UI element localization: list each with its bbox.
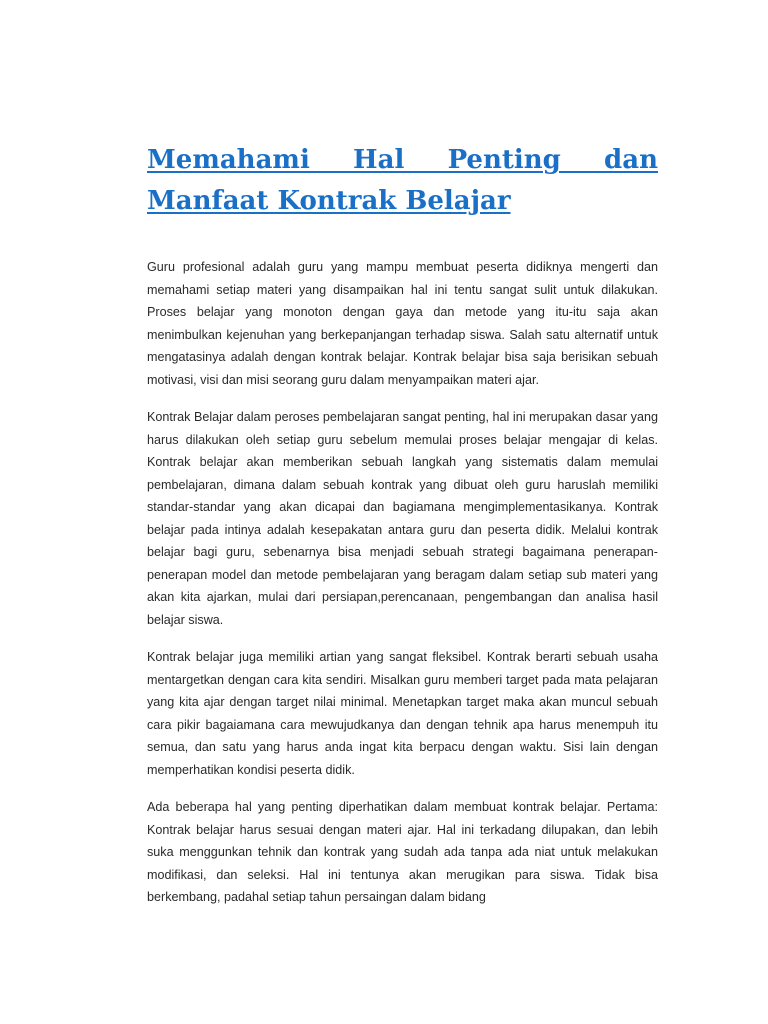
paragraph-3: Kontrak belajar juga memiliki artian yang sangat fleksibel. Kontrak berarti sebuah usaha mentargetkan dengan cara kita sendiri. Misalkan guru memberi target pada mata pelajaran yang kita ajar dengan target nilai minimal. Menetapkan target maka akan muncul sebuah cara pikir bagaiamana cara mewujudkanya dan dengan tehnik apa harus menempuh itu semua, dan satu yang harus anda ingat kita berpacu dengan waktu. Sisi lain dengan memperhatikan kondisi peserta didik.: [147, 650, 658, 777]
document-content: [147, 140, 658, 924]
document-body: [147, 256, 658, 909]
paragraph-1: Guru profesional adalah guru yang mampu membuat peserta didiknya mengerti dan memahami setiap materi yang disampaikan hal ini tentu sangat sulit untuk dilakukan. Proses belajar yang monoton dengan gaya dan metode yang itu-itu saja akan menimbulkan kejenuhan yang berkepanjangan terhadap siswa. Salah satu alternatif untuk mengatasinya adalah dengan kontrak belajar. Kontrak belajar bisa saja berisikan sebuah motivasi, visi dan misi seorang guru dalam menyampaikan materi ajar.: [147, 260, 658, 387]
paragraph-4: Ada beberapa hal yang penting diperhatikan dalam membuat kontrak belajar. Pertama: Kontrak belajar harus sesuai dengan materi ajar. Hal ini terkadang dilupakan, dan lebih suka menggunkan tehnik dan kontrak yang sudah ada tanpa ada niat untuk melakukan modifikasi, dan seleksi. Hal ini tentunya akan merugikan para siswa. Tidak bisa berkembang, padahal setiap tahun persaingan dalam bidang: [147, 800, 658, 904]
document-title-link[interactable]: Memahami Hal Penting dan Manfaat Kontrak Belajar: [147, 145, 658, 216]
paragraph-2: Kontrak Belajar dalam peroses pembelajaran sangat penting, hal ini merupakan dasar yang harus dilakukan oleh setiap guru sebelum memulai proses belajar mengajar di kelas. Kontrak belajar akan memberikan sebuah langkah yang sistematis dalam memulai pembelajaran, dimana dalam sebuah kontrak yang dibuat oleh guru haruslah memiliki standar-standar yang akan dicapai dan bagiamana mengimplementasikanya. Kontrak belajar pada intinya adalah kesepakatan antara guru dan peserta didik. Melalui kontrak belajar bagi guru, sebenarnya bisa menjadi sebuah strategi bagaimana penerapan-penerapan model dan metode pembelajaran yang beragam dalam setiap sub materi yang akan kita ajarkan, mulai dari persiapan,perencanaan, pengembangan dan analisa hasil belajar siswa.: [147, 410, 658, 627]
